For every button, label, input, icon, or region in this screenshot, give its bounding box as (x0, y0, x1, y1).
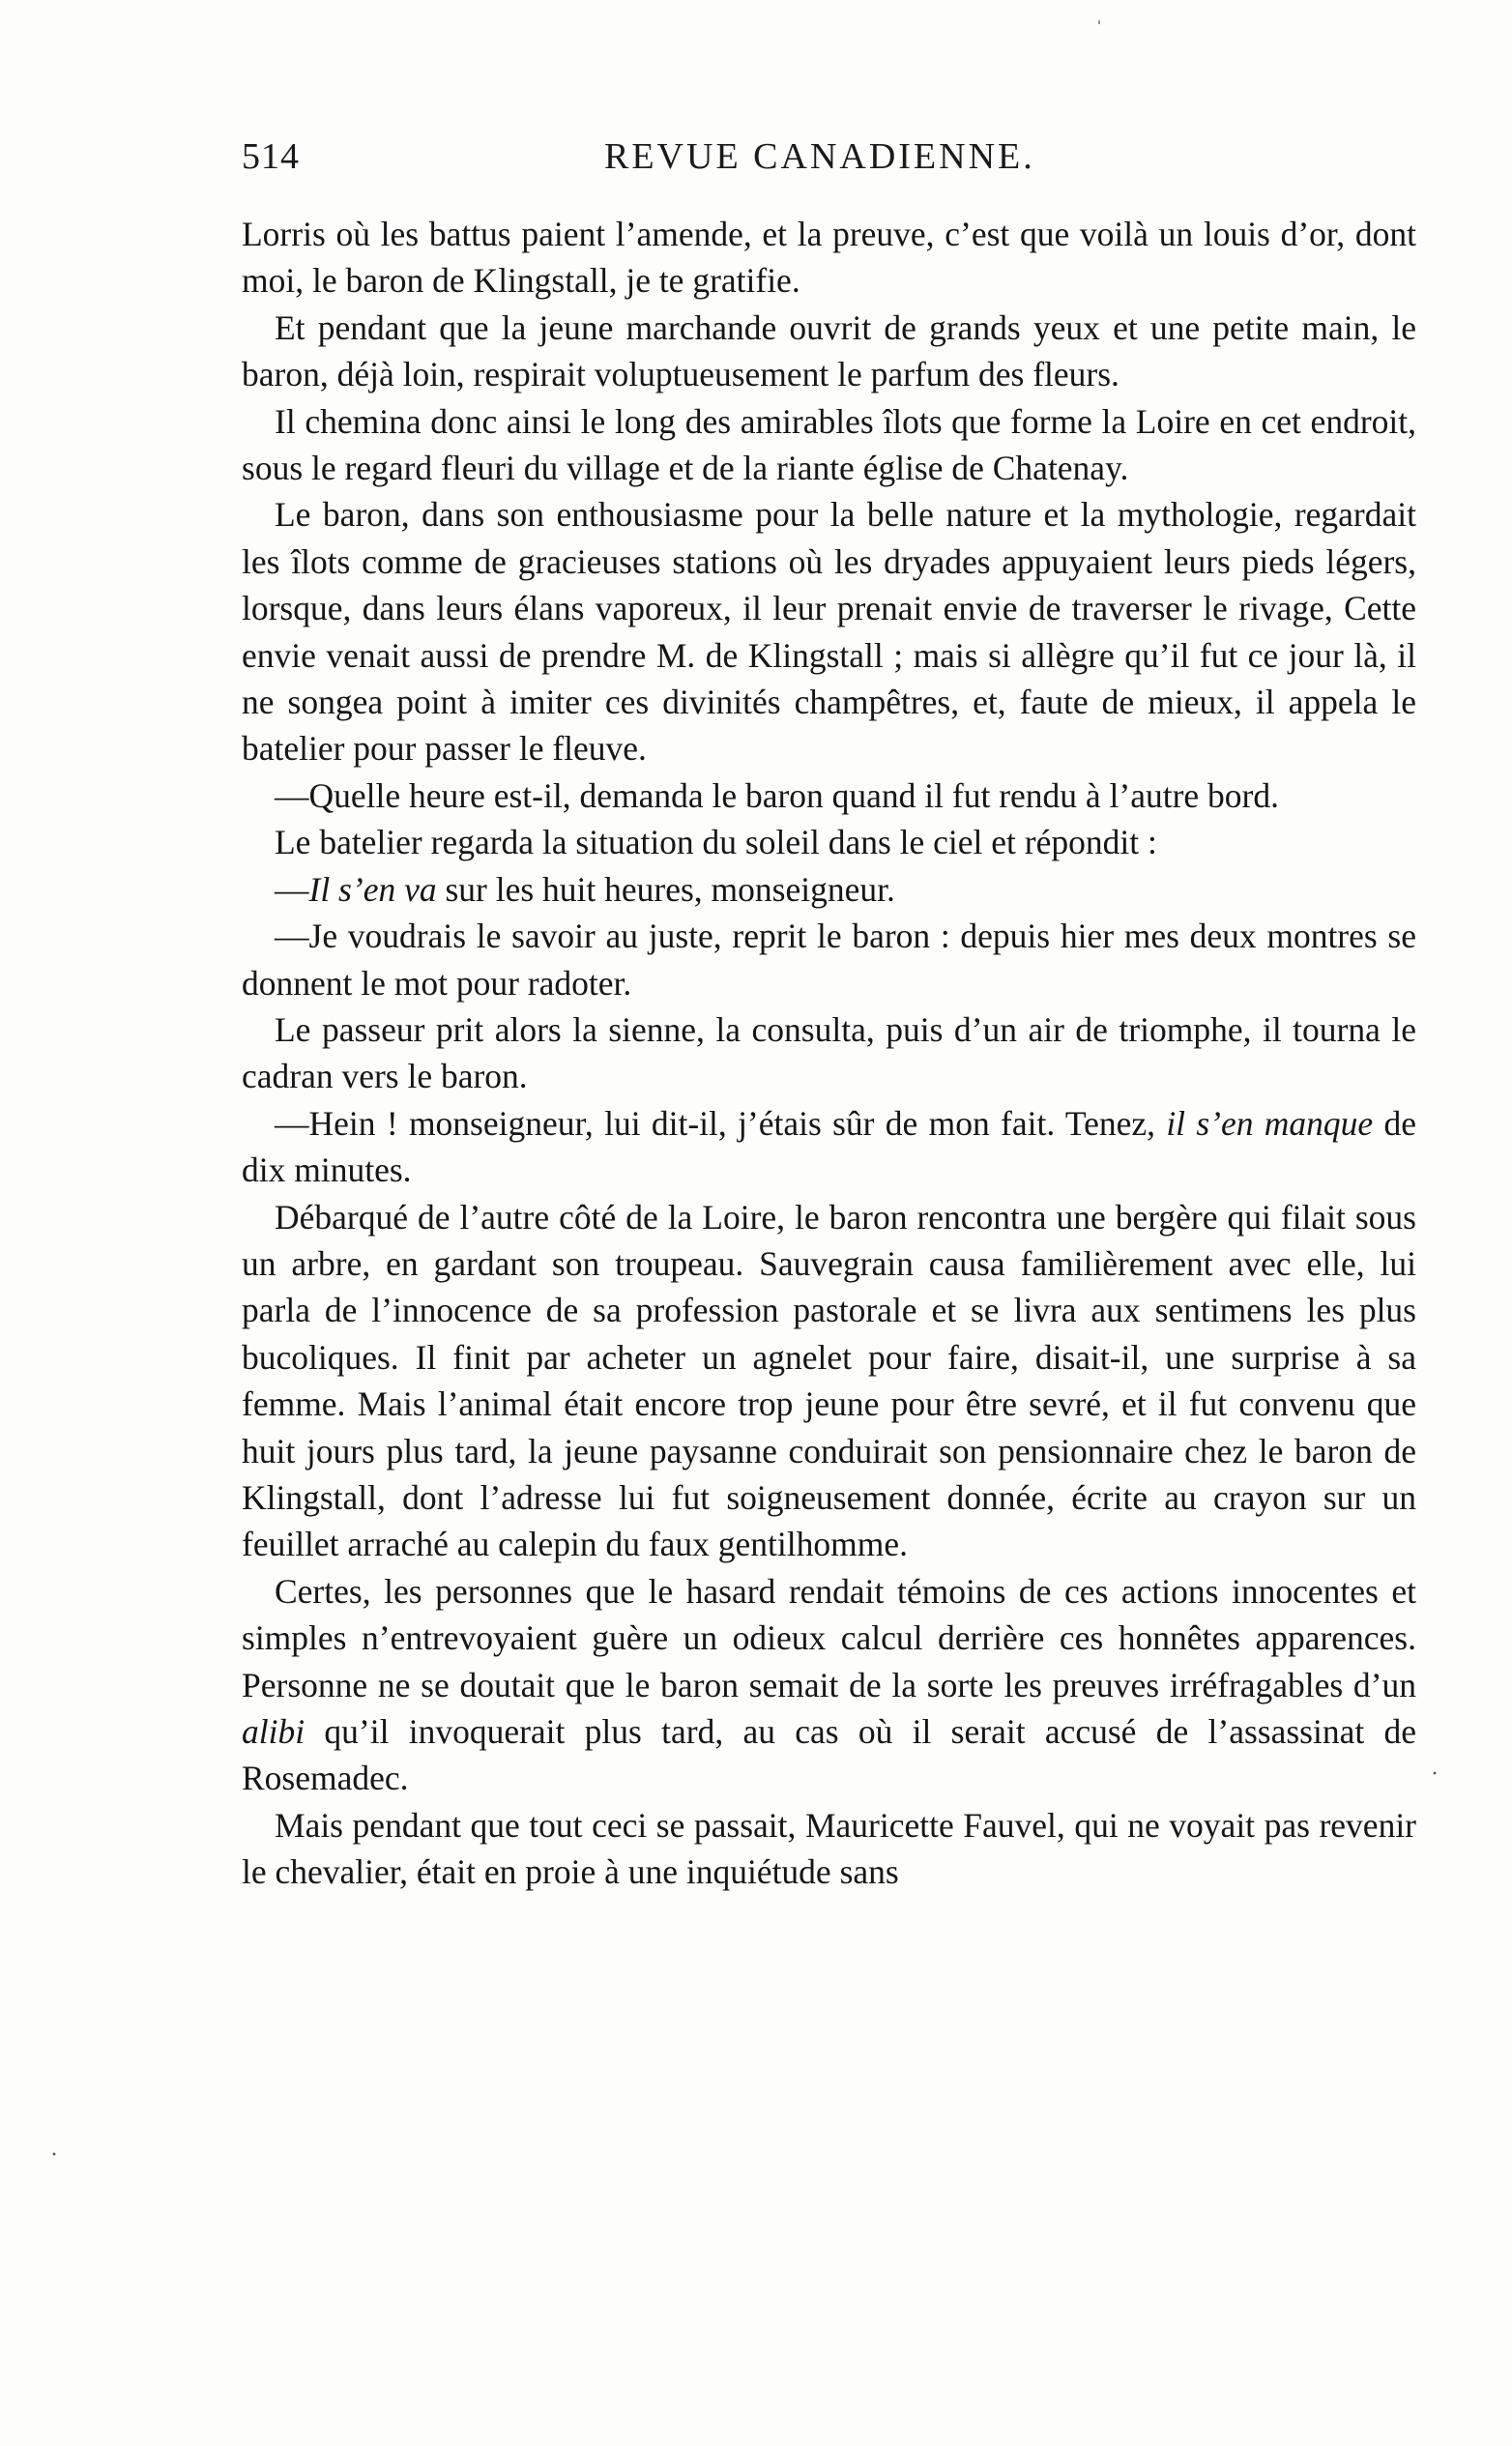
paragraph-11: Débarqué de l’autre côté de la Loire, le baron rencontra une bergère qui filait sous un arbre, en gardant son troupeau. Sauvegrain causa familièrement avec elle, lui parla de l’innocence de sa profession pastorale et se livra aux sentimens les plus bucoliques. Il finit par acheter un agnelet pour faire, disait-il, une surprise à sa femme. Mais l’animal était encore trop jeune pour être sevré, et il fut convenu que huit jours plus tard, la jeune paysanne conduirait son pensionnaire chez le baron de Klingstall, dont l’adresse lui fut soigneusement donnée, écrite au crayon sur un feuillet arraché au calepin du faux gentilhomme. (242, 1197, 1416, 1564)
page-header (242, 135, 1353, 193)
paragraph-1: Lorris où les battus paient l’amende, et la preuve, c’est que voilà un louis d’or, dont moi, le baron de Klingstall, je te gratifie. (242, 215, 1416, 301)
paragraph-9: Le passeur prit alors la sienne, la consulta, puis d’un air de triomphe, il tourna le cadran vers le baron. (242, 1009, 1416, 1096)
scan-speck: · (1431, 1762, 1439, 1787)
scan-speck: · (50, 2142, 58, 2168)
paragraph-13: Mais pendant que tout ceci se passait, Mauricette Fauvel, qui ne voyait pas revenir le chevalier, était en proie à une inquiétude sans (242, 1805, 1416, 1892)
italic-phrase: Il s’en va (308, 869, 437, 909)
paragraph-2: Et pendant que la jeune marchande ouvrit de grands yeux et une petite main, le baron, déjà loin, respirait voluptueusement le parfum des fleurs. (242, 307, 1416, 394)
paragraph-4: Le baron, dans son enthousiasme pour la belle nature et la mythologie, regardait les îlots comme de gracieuses stations où les dryades appuyaient leurs pieds légers, lorsque, dans leurs élans vaporeux, il leur prenait envie de traverser le rivage, Cette envie venait aussi de prendre M. de Klingstall ; mais si allègre qu’il fut ce jour là, il ne songea point à imiter ces divinités champêtres, et, faute de mieux, il appela le batelier pour passer le fleuve. (242, 495, 1416, 769)
paragraph-10: —Hein ! monseigneur, lui dit-il, j’étais sûr de mon fait. Tenez, il s’en manque de dix minutes. (242, 1103, 1417, 1190)
body-text (242, 211, 1416, 1896)
paragraph-7: —Il s’en va sur les huit heures, monseigneur. (275, 869, 895, 909)
paragraph-8: —Je voudrais le savoir au juste, reprit le baron : depuis hier mes deux montres se donnent le mot pour radoter. (242, 917, 1416, 1003)
paragraph-6: Le batelier regarda la situation du soleil dans le ciel et répondit : (275, 823, 1157, 862)
paragraph-3: Il chemina donc ainsi le long des amirables îlots que forme la Loire en cet endroit, sous le regard fleuri du village et de la riante église de Chatenay. (242, 401, 1416, 488)
paragraph-5: —Quelle heure est-il, demanda le baron quand il fut rendu à l’autre bord. (275, 775, 1279, 815)
paragraph-12: Certes, les personnes que le hasard rendait témoins de ces actions innocentes et simples n’entrevoyaient guère un odieux calcul derrière ces honnêtes apparences. Personne ne se doutait que le baron semait de la sorte les preuves irréfragables d’un alibi qu’il invoquerait plus tard, au cas où il serait accusé de l’assassinat de Rosemadec. (242, 1571, 1416, 1798)
running-title: REVUE CANADIENNE. (604, 136, 1035, 177)
italic-phrase: alibi (242, 1712, 305, 1751)
page-number: 514 (242, 136, 300, 177)
italic-phrase: il s’en manque (1166, 1103, 1374, 1143)
scan-speck: ˈ (1095, 17, 1103, 43)
